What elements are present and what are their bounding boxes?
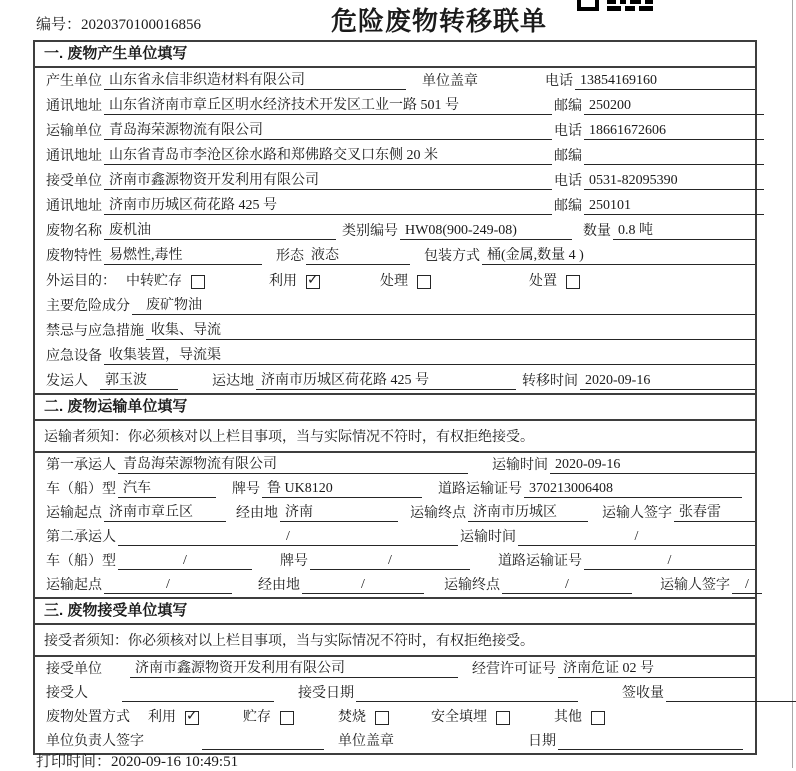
- hazard-label: 主要危险成分: [46, 299, 130, 314]
- end2-value: /: [502, 576, 632, 594]
- manifest-number-value: 2020370100016856: [81, 17, 202, 33]
- phone-label: 电话: [545, 74, 573, 89]
- sign-quantity-value: [666, 701, 796, 702]
- carrier2-label: 第二承运人: [46, 530, 116, 545]
- transporter-notice: 运输者须知：你必须核对以上栏目事项，当与实际情况不符时，有权拒绝接受。: [35, 421, 755, 453]
- checkbox-icon: [566, 275, 580, 289]
- end-label: 运输终点: [410, 506, 466, 521]
- category-label: 类别编号: [342, 224, 398, 239]
- category-value: HW08(900-249-08): [400, 222, 572, 240]
- plate1-value: 鲁 UK8120: [262, 480, 422, 498]
- purpose-option-transfer-storage: [124, 273, 205, 290]
- checkbox-icon: [280, 711, 294, 725]
- print-time-label: 打印时间：: [36, 754, 112, 770]
- trait-value: 易燃性,毒性: [104, 247, 262, 265]
- manifest-number-label: 编号：: [36, 17, 82, 33]
- phone-label: 电话: [554, 174, 582, 189]
- purpose-option-utilize: [267, 273, 320, 290]
- row-first-carrier: [35, 453, 755, 477]
- waste-name-value: 废机油: [104, 222, 336, 240]
- purpose-option-treat: [378, 273, 431, 290]
- origin1-value: 济南市章丘区: [104, 504, 226, 522]
- zip-label: 邮编: [554, 199, 582, 214]
- row-produce-address: [35, 93, 755, 118]
- transport-phone-value: 18661672606: [584, 122, 764, 140]
- equipment-label: 应急设备: [46, 349, 102, 364]
- vehicle1-value: 汽车: [118, 480, 216, 498]
- transport-time1-value: 2020-09-16: [550, 456, 755, 474]
- transport-unit-value: 青岛海荣源物流有限公司: [104, 122, 552, 140]
- taboo-label: 禁忌与应急措施: [46, 324, 144, 339]
- section-waste-producer: [35, 42, 755, 393]
- receive-unit-label: 接受单位: [46, 662, 102, 677]
- carrier1-label: 第一承运人: [46, 458, 116, 473]
- sign-date-label: 日期: [528, 734, 556, 749]
- origin-label: 运输起点: [46, 578, 102, 593]
- road-cert-label: 道路运输证号: [498, 554, 582, 569]
- transfer-time-value: 2020-09-16: [580, 372, 755, 390]
- sign-quantity-label: 签收量: [622, 686, 664, 701]
- plate2-value: /: [310, 552, 470, 570]
- checkbox-icon: [185, 711, 199, 725]
- consignor-label: 发运人: [46, 374, 88, 389]
- road-cert-label: 道路运输证号: [438, 482, 522, 497]
- section-waste-receiver: [35, 597, 755, 753]
- cert2-value: /: [584, 552, 755, 570]
- transport-zip-value: [584, 164, 764, 165]
- produce-unit-label: 产生单位: [46, 74, 102, 89]
- checkbox-icon: [375, 711, 389, 725]
- row-route-2: [35, 573, 755, 597]
- receive-address-value: 济南市历城区荷花路 425 号: [104, 197, 552, 215]
- produce-phone-value: 13854169160: [575, 72, 755, 90]
- row-produce-unit: [35, 68, 755, 93]
- row-receiver-unit: [35, 657, 755, 681]
- end1-value: 济南市历城区: [468, 504, 588, 522]
- row-second-carrier: [35, 525, 755, 549]
- license-value: 济南危证 02 号: [558, 660, 755, 678]
- row-transport-unit: [35, 118, 755, 143]
- receive-phone-value: 0531-82095390: [584, 172, 764, 190]
- transport-unit-label: 运输单位: [46, 124, 102, 139]
- checkbox-label: 处置: [529, 274, 557, 289]
- row-vehicle-1: [35, 477, 755, 501]
- package-label: 包装方式: [424, 249, 480, 264]
- checkbox-label: 焚烧: [338, 710, 366, 725]
- destination-label: 运达地: [212, 374, 254, 389]
- transfer-time-label: 转移时间: [522, 374, 578, 389]
- purpose-option-dispose: [527, 273, 580, 290]
- zip-label: 邮编: [554, 149, 582, 164]
- row-route-1: [35, 501, 755, 525]
- checkbox-label: 中转贮存: [126, 274, 182, 289]
- document-header: [0, 0, 796, 40]
- quantity-label: 数量: [583, 224, 611, 239]
- zip-label: 邮编: [554, 99, 582, 114]
- row-taboo-measures: [35, 318, 755, 343]
- receive-date-value: [356, 701, 578, 702]
- row-receive-unit: [35, 168, 755, 193]
- address-label: 通讯地址: [46, 149, 102, 164]
- sign1-value: 张春雷: [674, 504, 755, 522]
- plate-label: 牌号: [232, 482, 260, 497]
- license-label: 经营许可证号: [472, 662, 556, 677]
- disposal-option-other: [552, 709, 605, 726]
- unit-seal-label: 单位盖章: [338, 734, 394, 749]
- page-edge-line: [792, 0, 793, 768]
- form-label: 形态: [276, 249, 304, 264]
- disposal-option-landfill: [429, 709, 510, 726]
- disposal-option-utilize: [146, 709, 199, 726]
- plate-label: 牌号: [280, 554, 308, 569]
- disposal-option-incinerate: [336, 709, 389, 726]
- print-time-value: 2020-09-16 10:49:51: [111, 754, 239, 770]
- row-transport-purpose: [35, 268, 755, 293]
- phone-label: 电话: [554, 124, 582, 139]
- row-emergency-equipment: [35, 343, 755, 368]
- receive-date-label: 接受日期: [298, 686, 354, 701]
- origin-label: 运输起点: [46, 506, 102, 521]
- transport-time-label: 运输时间: [492, 458, 548, 473]
- section1-title: 一. 废物产生单位填写: [35, 42, 755, 68]
- checkbox-icon: [496, 711, 510, 725]
- via-label: 经由地: [258, 578, 300, 593]
- row-consignor: [35, 368, 755, 393]
- hazard-value: 废矿物油: [132, 297, 755, 315]
- produce-unit-value: 山东省永信非织造材料有限公司: [104, 72, 406, 90]
- section3-title: 三. 废物接受单位填写: [35, 597, 755, 625]
- row-disposal-method: [35, 705, 755, 729]
- package-value: 桶(金属,数量 4 ): [482, 247, 755, 265]
- quantity-value: 0.8 吨: [613, 222, 755, 240]
- consignor-value: 郭玉波: [100, 372, 178, 390]
- manifest-number: [36, 13, 201, 34]
- checkbox-label: 贮存: [243, 710, 271, 725]
- carrier2-value: /: [118, 528, 458, 546]
- vehicle-type-label: 车（船）型: [46, 482, 116, 497]
- form-value: 液态: [306, 247, 410, 265]
- section2-title: 二. 废物运输单位填写: [35, 393, 755, 421]
- transport-address-value: 山东省青岛市李沧区徐水路和郑佛路交叉口东侧 20 米: [104, 147, 552, 165]
- transport-time2-value: /: [518, 528, 755, 546]
- carrier-sign-label: 运输人签字: [602, 506, 672, 521]
- disposal-option-store: [241, 709, 294, 726]
- checkbox-label: 其他: [554, 710, 582, 725]
- vehicle-type-label: 车（船）型: [46, 554, 116, 569]
- via1-value: 济南: [280, 504, 398, 522]
- waste-transfer-form: [33, 40, 757, 755]
- row-receiver-person: [35, 681, 755, 705]
- taboo-value: 收集、导流: [146, 322, 755, 340]
- trait-label: 废物特性: [46, 249, 102, 264]
- checkbox-icon: [591, 711, 605, 725]
- checkbox-label: 处理: [380, 274, 408, 289]
- cert1-value: 370213006408: [524, 480, 742, 498]
- equipment-value: 收集装置，导流渠: [104, 347, 755, 365]
- section-waste-transporter: [35, 393, 755, 597]
- qr-code-fragment-icon: [577, 0, 653, 12]
- destination-value: 济南市历城区荷花路 425 号: [256, 372, 516, 390]
- row-hazard-component: [35, 293, 755, 318]
- receive-unit-value: 济南市鑫源物资开发利用有限公司: [104, 172, 552, 190]
- head-sign-label: 单位负责人签字: [46, 734, 144, 749]
- receive-zip-value: 250101: [584, 197, 764, 215]
- sign-date-value: [558, 749, 743, 750]
- receiver-label: 接受人: [46, 686, 88, 701]
- checkbox-icon: [417, 275, 431, 289]
- checkbox-icon: [191, 275, 205, 289]
- disposal-label: 废物处置方式: [46, 710, 130, 725]
- checkbox-label: 利用: [148, 710, 176, 725]
- row-transport-address: [35, 143, 755, 168]
- checkbox-icon: [306, 275, 320, 289]
- page-title: 危险废物转移联单: [331, 6, 548, 36]
- sign2-value: /: [732, 576, 762, 594]
- receiver-notice: 接受者须知：你必须核对以上栏目事项，当与实际情况不符时，有权拒绝接受。: [35, 625, 755, 657]
- carrier-sign-label: 运输人签字: [660, 578, 730, 593]
- receiver-value: [122, 701, 274, 702]
- produce-zip-value: 250200: [584, 97, 764, 115]
- via2-value: /: [302, 576, 424, 594]
- row-vehicle-2: [35, 549, 755, 573]
- address-label: 通讯地址: [46, 99, 102, 114]
- purpose-label: 外运目的：: [46, 274, 116, 289]
- row-waste-name: [35, 218, 755, 243]
- checkbox-label: 安全填埋: [431, 710, 487, 725]
- row-waste-trait: [35, 243, 755, 268]
- end-label: 运输终点: [444, 578, 500, 593]
- transport-time-label: 运输时间: [460, 530, 516, 545]
- checkbox-label: 利用: [269, 274, 297, 289]
- waste-name-label: 废物名称: [46, 224, 102, 239]
- address-label: 通讯地址: [46, 199, 102, 214]
- vehicle2-value: /: [118, 552, 252, 570]
- via-label: 经由地: [236, 506, 278, 521]
- unit-seal-label: 单位盖章: [422, 74, 478, 89]
- receive-unit-label: 接受单位: [46, 174, 102, 189]
- origin2-value: /: [104, 576, 232, 594]
- row-receive-address: [35, 193, 755, 218]
- receiver-unit-value: 济南市鑫源物资开发利用有限公司: [130, 660, 458, 678]
- produce-address-value: 山东省济南市章丘区明水经济技术开发区工业一路 501 号: [104, 97, 552, 115]
- carrier1-value: 青岛海荣源物流有限公司: [118, 456, 468, 474]
